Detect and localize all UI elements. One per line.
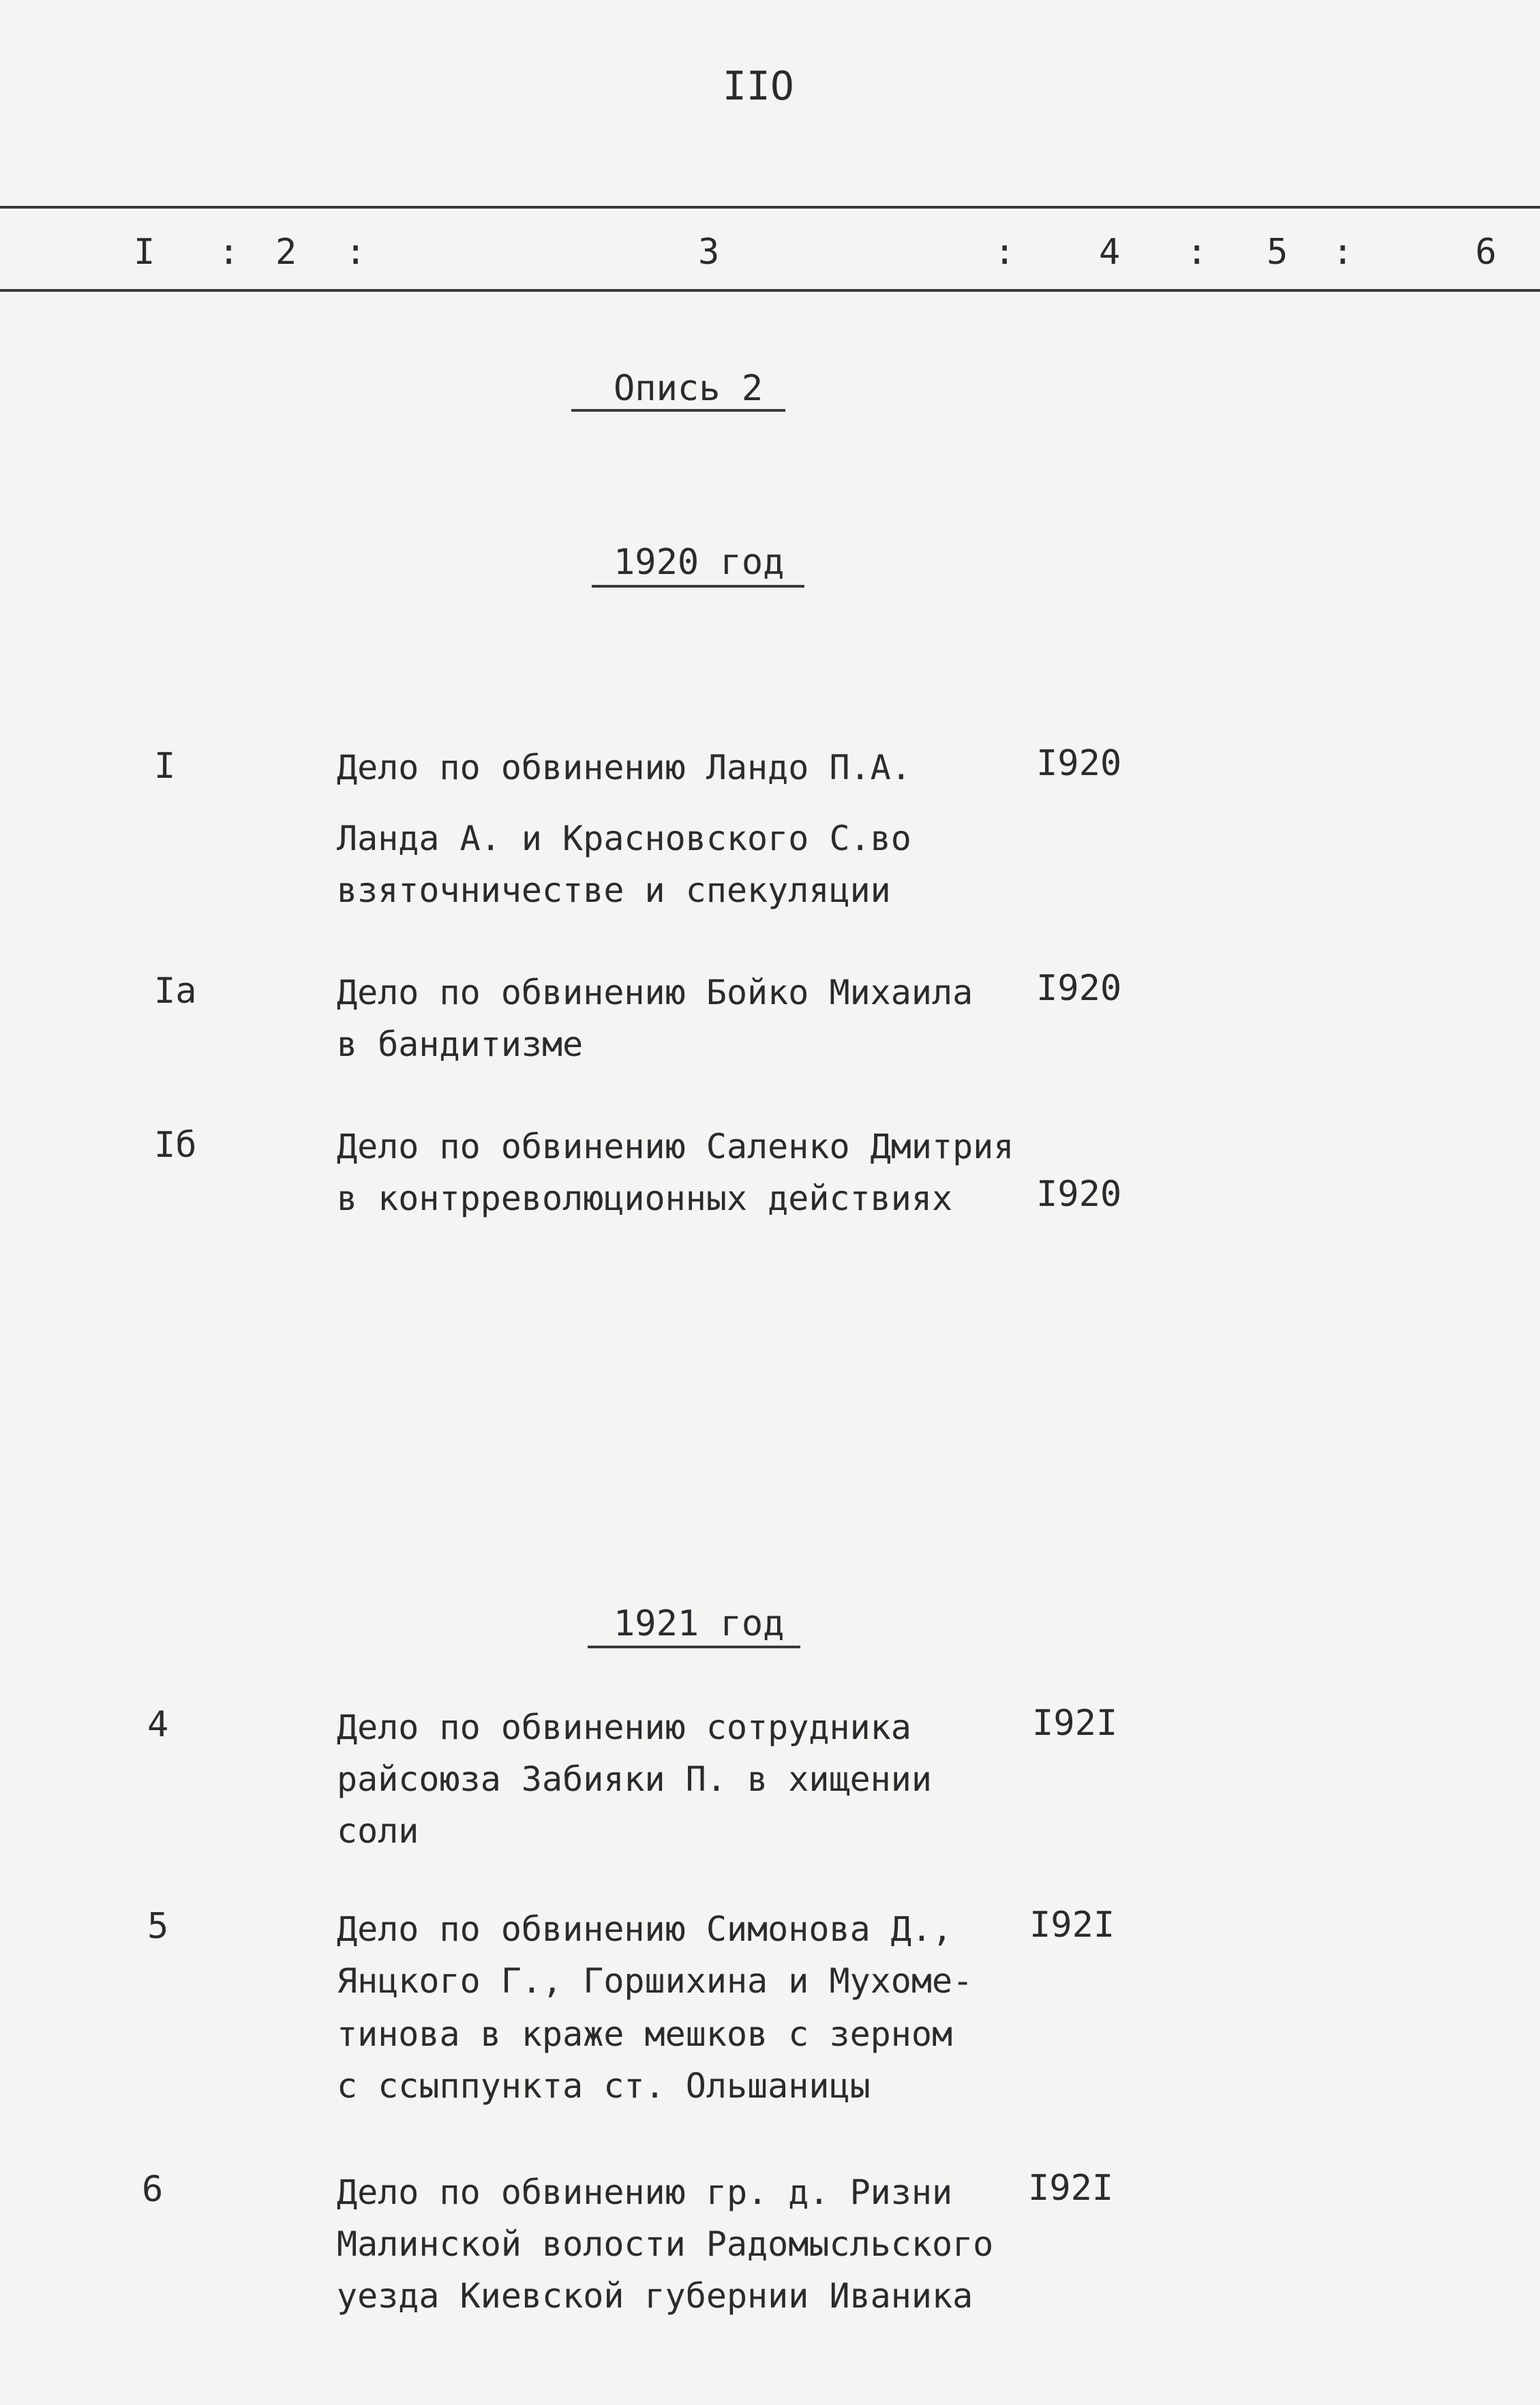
entry-number: 6 [142, 2169, 164, 2210]
entry-number: I [154, 746, 176, 787]
inventory-heading-underline [571, 409, 785, 412]
entry-description-line: тинова в краже мешков с зерном [337, 2014, 953, 2054]
column-header-3: 3 [698, 232, 720, 273]
year-heading-1920: 1920 год [614, 542, 785, 583]
year-heading-1921: 1921 год [614, 1603, 785, 1644]
entry-description-line: Дело по обвинению Ландо П.А. [337, 748, 911, 787]
entry-date: I920 [1036, 743, 1122, 784]
entry-number: 4 [147, 1704, 169, 1745]
column-separator: : [218, 232, 240, 273]
year-heading-1920-underline [592, 585, 804, 588]
column-separator: : [1186, 232, 1208, 273]
column-header-2: 2 [275, 232, 297, 273]
entry-description-line: Дело по обвинению Бойко Михаила [337, 973, 973, 1012]
entry-description-line: Ланда А. и Красновского С.во [337, 819, 911, 858]
entry-description-line: Дело по обвинению гр. д. Ризни [337, 2173, 953, 2212]
page-number: IIO [723, 63, 794, 109]
header-rule-top [0, 206, 1540, 209]
entry-number: 5 [147, 1906, 169, 1947]
entry-description-line: Малинской волости Радомысльского [337, 2224, 994, 2264]
entry-description-line: Дело по обвинению Симонова Д., [337, 1909, 953, 1949]
entry-description-line: с ссыппункта ст. Ольшаницы [337, 2066, 871, 2106]
inventory-heading: Опись 2 [614, 368, 764, 409]
header-rule-bottom [0, 289, 1540, 292]
column-header-6: 6 [1475, 232, 1497, 273]
entry-number: Iб [154, 1125, 197, 1166]
entry-description-line: соли [337, 1811, 419, 1851]
entry-date: I92I [1032, 1703, 1118, 1744]
entry-description-line: в бандитизме [337, 1025, 584, 1064]
entry-description-line: Дело по обвинению сотрудника [337, 1708, 911, 1747]
entry-date: I920 [1036, 1174, 1122, 1215]
column-separator: : [345, 232, 367, 273]
entry-date: I92I [1028, 2168, 1114, 2209]
entry-description-line: Дело по обвинению Саленко Дмитрия [337, 1127, 1014, 1166]
column-header-4: 4 [1099, 232, 1121, 273]
column-separator: : [1332, 232, 1354, 273]
entry-number: Iа [154, 971, 197, 1012]
entry-date: I920 [1036, 968, 1122, 1009]
entry-description-line: Янцкого Г., Горшихина и Мухоме- [337, 1961, 973, 2001]
entry-description-line: в контрреволюционных действиях [337, 1179, 953, 1218]
entry-description-line: взяточничестве и спекуляции [337, 871, 891, 910]
entry-description-line: райсоюза Забияки П. в хищении [337, 1759, 932, 1799]
column-header-5: 5 [1267, 232, 1288, 273]
entry-description-line: уезда Киевской губернии Иваника [337, 2276, 973, 2316]
year-heading-1921-underline [588, 1646, 800, 1648]
column-separator: : [994, 232, 1016, 273]
column-header-1: I [134, 232, 155, 273]
entry-date: I92I [1029, 1905, 1115, 1946]
